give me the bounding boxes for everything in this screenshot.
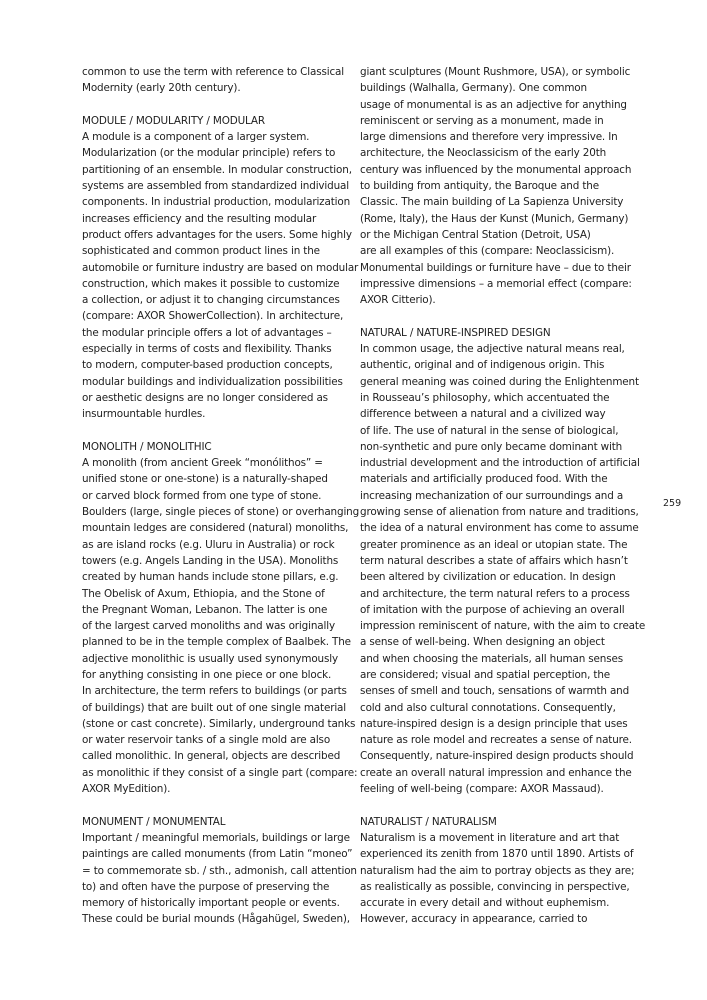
body-text-line: impression reminiscent of nature, with the aim to create	[360, 620, 646, 633]
glossary-entry	[360, 325, 646, 798]
body-text-line: especially in terms of costs and flexibility. Thanks	[82, 343, 332, 356]
body-text-line: AXOR MyEdition).	[82, 783, 171, 796]
body-text-line: nature as role model and recreates a sense of nature.	[360, 734, 632, 747]
body-text-line: materials and artificially produced food. With the	[360, 473, 608, 486]
body-text-line: reminiscent or serving as a monument, made in	[360, 114, 604, 127]
body-text-line: partitioning of an ensemble. In modular construction,	[82, 163, 352, 176]
body-text-line: A monolith (from ancient Greek “monólithos” =	[82, 457, 323, 470]
body-text-line: term natural describes a state of affairs which hasn’t	[360, 554, 628, 567]
body-text-line: or aesthetic designs are no longer considered as	[82, 391, 328, 404]
body-text-line: systems are assembled from standardized individual	[82, 180, 349, 193]
glossary-entry	[82, 439, 360, 798]
body-text-line: greater prominence as an ideal or utopian state. The	[360, 538, 628, 551]
paragraph-spacer	[360, 797, 636, 813]
body-text-line: In architecture, the term refers to buildings (or parts	[82, 685, 347, 698]
body-text-line: non-synthetic and pure only became dominant with	[360, 440, 623, 453]
body-text-line: of buildings) that are built out of one single material	[82, 701, 347, 714]
body-text-line: planned to be in the temple complex of Baalbek. The	[82, 636, 351, 649]
body-text-line: In common usage, the adjective natural means real,	[360, 343, 625, 356]
body-text-line: adjective monolithic is usually used synonymously	[82, 652, 338, 665]
body-text-line: Important / meaningful memorials, buildings or large	[82, 831, 350, 844]
body-text-line: However, accuracy in appearance, carried to	[360, 913, 588, 926]
body-text-line: These could be burial mounds (Hågahügel, Sweden),	[82, 913, 350, 926]
body-text-line: mountain ledges are considered (natural) monoliths,	[82, 522, 349, 535]
body-text-line: difference between a natural and a civilized way	[360, 408, 606, 421]
body-text-line: sophisticated and common product lines in the	[82, 245, 320, 258]
paragraph-spacer	[82, 423, 352, 439]
body-text-line: construction, which makes it possible to customize	[82, 277, 340, 290]
glossary-entry	[360, 814, 636, 928]
glossary-entry	[82, 113, 359, 423]
body-text-line: general meaning was coined during the Enlightenment	[360, 375, 639, 388]
body-text-line: Modernity (early 20th century).	[82, 82, 241, 95]
body-text-line: product offers advantages for the users. Some highly	[82, 228, 352, 241]
body-text-line: components. In industrial production, modularization	[82, 196, 351, 209]
body-text-line: growing sense of alienation from nature and traditions,	[360, 506, 639, 519]
body-text-line: insurmountable hurdles.	[82, 408, 206, 421]
page-number: 259	[663, 498, 682, 509]
body-text-line: Consequently, nature-inspired design products should	[360, 750, 634, 763]
left-text-column	[82, 64, 360, 928]
entry-heading: MONUMENT / MONUMENTAL	[82, 815, 226, 828]
body-text-line: in Rousseau’s philosophy, which accentuated the	[360, 391, 610, 404]
entry-heading: NATURALIST / NATURALISM	[360, 815, 497, 828]
body-text-line: Boulders (large, single pieces of stone) or overhanging	[82, 506, 360, 519]
body-text-line: the idea of a natural environment has come to assume	[360, 522, 639, 535]
body-text-line: accurate in every detail and without euphemism.	[360, 897, 610, 910]
body-text-line: of the largest carved monoliths and was originally	[82, 620, 335, 633]
body-text-line: authentic, original and of indigenous origin. This	[360, 359, 605, 372]
body-text-line: giant sculptures (Mount Rushmore, USA), or symbolic	[360, 66, 631, 78]
body-text-line: A module is a component of a larger system.	[82, 131, 310, 144]
body-text-line: and architecture, the term natural refers to a process	[360, 587, 630, 600]
body-text-line: nature-inspired design is a design principle that uses	[360, 717, 628, 730]
body-text-line: of imitation with the purpose of achieving an overall	[360, 603, 625, 616]
body-text-line: memory of historically important people or events.	[82, 897, 340, 910]
body-text-line: modular buildings and individualization possibilities	[82, 375, 343, 388]
body-text-line: century was influenced by the monumental approach	[360, 163, 632, 176]
body-text-line: (Rome, Italy), the Haus der Kunst (Munich, Germany)	[360, 212, 629, 225]
body-text-line: or carved block formed from one type of stone.	[82, 489, 322, 502]
body-text-line: create an overall natural impression and enhance the	[360, 766, 632, 779]
body-text-line: industrial development and the introduction of artificial	[360, 457, 640, 470]
body-text-line: The Obelisk of Axum, Ethiopia, and the Stone of	[82, 587, 325, 600]
body-text-line: automobile or furniture industry are based on modular	[82, 261, 359, 274]
right-text-column	[360, 64, 646, 928]
body-text-line: as monolithic if they consist of a single part (compare:	[82, 766, 358, 779]
body-text-line: a sense of well-being. When designing an object	[360, 636, 605, 649]
body-text-line: been altered by civilization or education. In design	[360, 571, 616, 584]
entry-heading: NATURAL / NATURE-INSPIRED DESIGN	[360, 326, 551, 339]
body-text-line: cold and also cultural connotations. Consequently,	[360, 701, 616, 714]
paragraph-spacer	[360, 308, 636, 324]
body-text-line: a collection, or adjust it to changing circumstances	[82, 294, 340, 307]
body-text-line: or water reservoir tanks of a single mold are also	[82, 734, 331, 747]
body-text-line: usage of monumental is as an adjective for anything	[360, 98, 627, 111]
body-text-line: are all examples of this (compare: Neoclassicism).	[360, 245, 615, 258]
body-text-line: Classic. The main building of La Sapienza University	[360, 196, 624, 209]
body-text-line: feeling of well-being (compare: AXOR Massaud).	[360, 783, 604, 796]
body-text-line: increases efficiency and the resulting modular	[82, 212, 317, 225]
body-text-line: common to use the term with reference to Classical	[82, 66, 345, 78]
body-text-line: of life. The use of natural in the sense of biological,	[360, 424, 619, 437]
body-text-line: Modularization (or the modular principle) refers to	[82, 147, 336, 160]
body-text-line: = to commemorate sb. / sth., admonish, call attention	[82, 864, 357, 877]
body-text-line: senses of smell and touch, sensations of warmth and	[360, 685, 630, 698]
entry-heading: MONOLITH / MONOLITHIC	[82, 440, 212, 453]
body-text-line: paintings are called monuments (from Latin “moneo”	[82, 848, 353, 861]
body-text-line: large dimensions and therefore very impressive. In	[360, 131, 618, 144]
body-text-line: created by human hands include stone pillars, e.g.	[82, 571, 339, 584]
body-text-line: unified stone or one-stone) is a naturally-shaped	[82, 473, 328, 486]
body-text-line: impressive dimensions – a memorial effect (compare:	[360, 277, 632, 290]
body-text-line: (compare: AXOR ShowerCollection). In architecture,	[82, 310, 344, 323]
body-text-line: AXOR Citterio).	[360, 294, 436, 307]
body-text-line: called monolithic. In general, objects are described	[82, 750, 341, 763]
body-text-line: architecture, the Neoclassicism of the early 20th	[360, 147, 607, 160]
body-text-line: are considered; visual and spatial perception, the	[360, 668, 611, 681]
body-text-line: buildings (Walhalla, Germany). One common	[360, 82, 587, 95]
body-text-line: the Pregnant Woman, Lebanon. The latter is one	[82, 603, 328, 616]
glossary-entry	[82, 814, 357, 928]
body-text-line: or the Michigan Central Station (Detroit, USA)	[360, 228, 591, 241]
body-text-line: towers (e.g. Angels Landing in the USA). Monoliths	[82, 554, 339, 567]
body-text-line: for anything consisting in one piece or one block.	[82, 668, 332, 681]
entry-heading: MODULE / MODULARITY / MODULAR	[82, 114, 265, 127]
body-text-line: to modern, computer-based production concepts,	[82, 359, 333, 372]
body-text-line: increasing mechanization of our surroundings and a	[360, 489, 624, 502]
body-text-line: to) and often have the purpose of preserving the	[82, 880, 330, 893]
body-text-line: the modular principle offers a lot of advantages –	[82, 326, 332, 339]
body-text-line: experienced its zenith from 1870 until 1890. Artists of	[360, 848, 634, 861]
body-text-line: naturalism had the aim to portray objects as they are;	[360, 864, 635, 877]
body-text-line: Naturalism is a movement in literature and art that	[360, 831, 620, 844]
paragraph-spacer	[82, 797, 352, 813]
body-text-line: as are island rocks (e.g. Uluru in Australia) or rock	[82, 538, 335, 551]
body-text-line: and when choosing the materials, all human senses	[360, 652, 624, 665]
body-text-line: (stone or cast concrete). Similarly, underground tanks	[82, 717, 356, 730]
body-text-line: to building from antiquity, the Baroque and the	[360, 180, 599, 193]
body-text-line: as realistically as possible, convincing in perspective,	[360, 880, 630, 893]
body-text-line: Monumental buildings or furniture have – due to their	[360, 261, 631, 274]
paragraph-spacer	[82, 97, 352, 113]
